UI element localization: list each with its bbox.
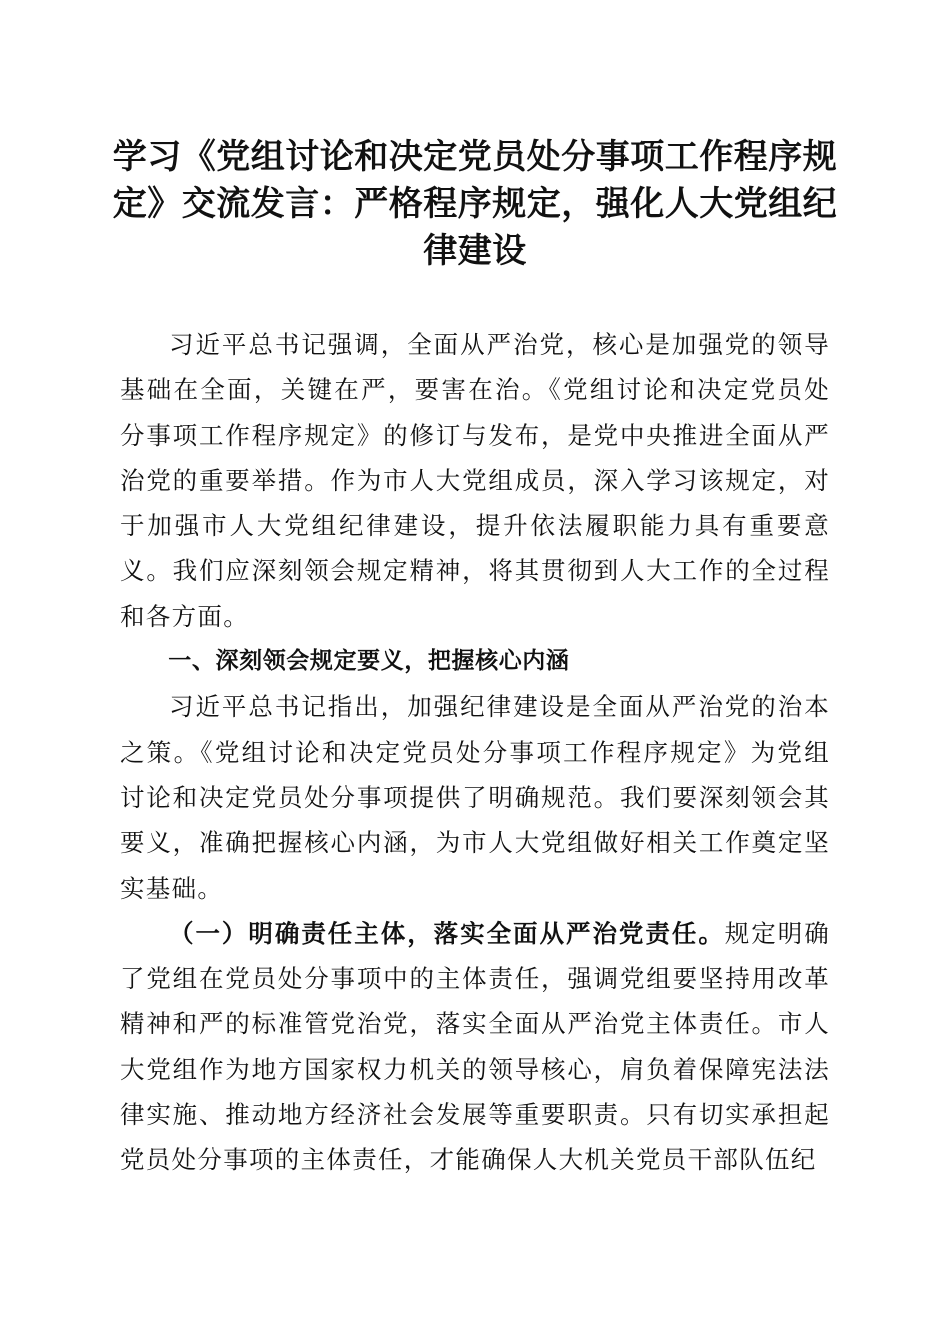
section-heading-1: 一、深刻领会规定要义，把握核心内涵 — [168, 648, 570, 675]
paragraph-intro: 习近平总书记强调，全面从严治党，核心是加强党的领导基础在全面，关键在严，要害在治。《党组讨论和决定党员处分事项工作程序规定》的修订与发布，是党中央推进全面从严治党的重要举措。作为市人大党组成员，深入学习该规定，对于加强市人大党组纪律建设，提升依法履职能力具有重要意义。我们应深刻领会规定精神，将其贯彻到人大工作的全过程和各方面。 — [120, 330, 830, 631]
document-body — [120, 322, 830, 1183]
document-title: 学习《党组讨论和决定党员处分事项工作程序规定》交流发言：严格程序规定，强化人大党组纪律建设 — [112, 137, 838, 271]
paragraph-section-1-intro: 习近平总书记指出，加强纪律建设是全面从严治党的治本之策。《党组讨论和决定党员处分事项工作程序规定》为党组讨论和决定党员处分事项提供了明确规范。我们要深刻领会其要义，准确把握核心内涵，为市人大党组做好相关工作奠定坚实基础。 — [120, 692, 830, 903]
subsection-lead: （一）明确责任主体，落实全面从严治党责任。 — [169, 918, 725, 948]
subsection-text: 规定明确了党组在党员处分事项中的主体责任，强调党组要坚持用改革精神和严的标准管党治党，落实全面从严治党主体责任。市人大党组作为地方国家权力机关的领导核心，肩负着保障宪法法律实施、推动地方经济社会发展等重要职责。只有切实承担起党员处分事项的主体责任，才能确保人大机关党员干部队伍纪 — [120, 918, 830, 1175]
paragraph-subsection-1 — [120, 911, 830, 1183]
